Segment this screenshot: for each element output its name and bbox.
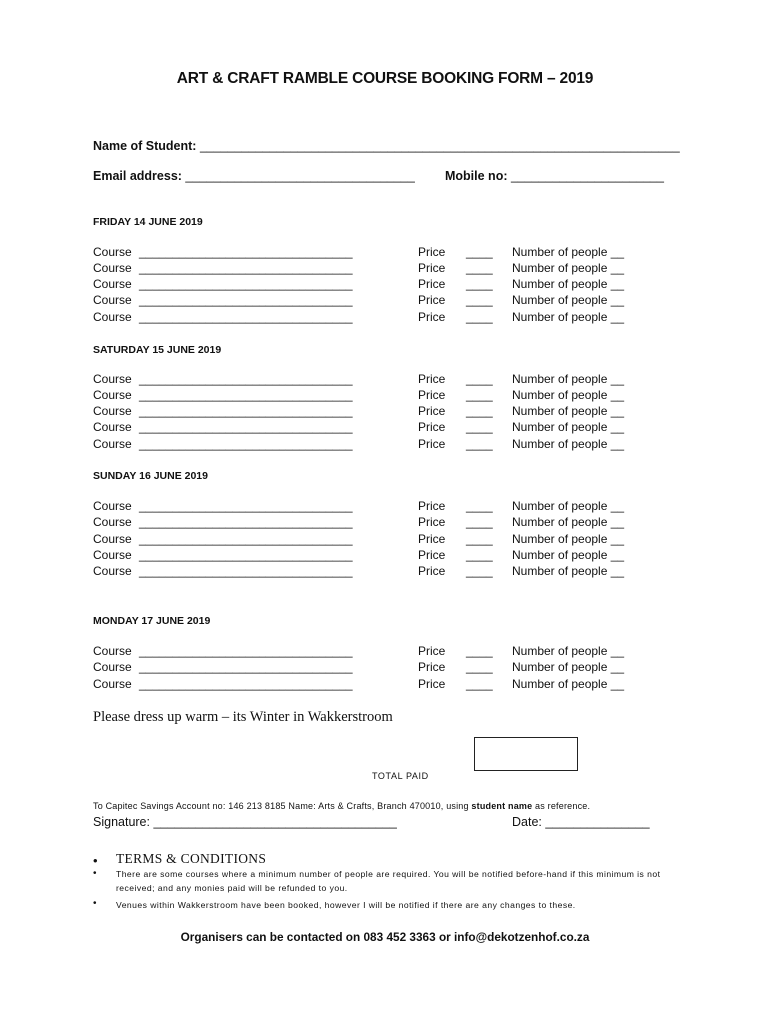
bullet-icon: •	[93, 853, 98, 868]
price-line[interactable]: ____	[466, 261, 493, 275]
people-label[interactable]: Number of people __	[512, 388, 625, 402]
bullet-icon: •	[93, 898, 97, 909]
student-name-label: Name of Student:	[93, 139, 197, 153]
price-line[interactable]: ____	[466, 437, 493, 451]
course-row[interactable]	[93, 420, 653, 436]
terms-heading: TERMS & CONDITIONS	[116, 851, 267, 866]
course-line[interactable]: ________________________________	[139, 532, 353, 546]
price-line[interactable]: ____	[466, 564, 493, 578]
price-line[interactable]: ____	[466, 277, 493, 291]
course-line[interactable]: ________________________________	[139, 437, 353, 451]
email-label: Email address:	[93, 169, 182, 183]
people-label[interactable]: Number of people __	[512, 677, 625, 691]
date-field[interactable]: Date: _______________	[512, 815, 650, 829]
course-label: Course	[93, 532, 132, 546]
course-line[interactable]: ________________________________	[139, 245, 353, 259]
people-label[interactable]: Number of people __	[512, 437, 625, 451]
price-label: Price	[418, 660, 446, 674]
bullet-icon: •	[93, 868, 97, 879]
friday-heading: FRIDAY 14 JUNE 2019	[93, 216, 203, 228]
people-label[interactable]: Number of people __	[512, 564, 625, 578]
signature-field[interactable]: Signature: ___________________________________	[93, 815, 397, 829]
course-row[interactable]	[93, 532, 653, 548]
course-line[interactable]: ________________________________	[139, 499, 353, 513]
price-line[interactable]: ____	[466, 310, 493, 324]
course-line[interactable]: ________________________________	[139, 261, 353, 275]
people-label[interactable]: Number of people __	[512, 310, 625, 324]
mobile-field[interactable]	[445, 169, 664, 183]
course-line[interactable]: ________________________________	[139, 677, 353, 691]
course-row[interactable]	[93, 515, 653, 531]
term-item-minimum-people: There are some courses where a minimum number of people are required. You will be notified before-hand if this minimum is not received; and any monies paid will be refunded to you.	[116, 869, 661, 893]
people-label[interactable]: Number of people __	[512, 277, 625, 291]
people-label[interactable]: Number of people __	[512, 548, 625, 562]
mobile-line[interactable]: ______________________	[510, 169, 664, 183]
price-label: Price	[418, 420, 446, 434]
email-line[interactable]: _________________________________	[185, 169, 415, 183]
price-line[interactable]: ____	[466, 515, 493, 529]
course-line[interactable]: ________________________________	[139, 277, 353, 291]
price-label: Price	[418, 548, 446, 562]
price-line[interactable]: ____	[466, 499, 493, 513]
course-row[interactable]	[93, 261, 653, 277]
price-label: Price	[418, 515, 446, 529]
course-label: Course	[93, 644, 132, 658]
price-label: Price	[418, 437, 446, 451]
course-label: Course	[93, 372, 132, 386]
course-label: Course	[93, 660, 132, 674]
course-row[interactable]	[93, 277, 653, 293]
course-line[interactable]: ________________________________	[139, 372, 353, 386]
course-line[interactable]: ________________________________	[139, 644, 353, 658]
price-label: Price	[418, 388, 446, 402]
people-label[interactable]: Number of people __	[512, 515, 625, 529]
bank-details	[93, 801, 590, 811]
price-line[interactable]: ____	[466, 644, 493, 658]
saturday-heading: SATURDAY 15 JUNE 2019	[93, 344, 222, 356]
price-label: Price	[418, 277, 446, 291]
monday-heading: MONDAY 17 JUNE 2019	[93, 615, 211, 627]
course-row[interactable]	[93, 548, 653, 564]
people-label[interactable]: Number of people __	[512, 404, 625, 418]
mobile-label: Mobile no:	[445, 169, 508, 183]
price-label: Price	[418, 404, 446, 418]
course-line[interactable]: ________________________________	[139, 548, 353, 562]
course-row[interactable]	[93, 404, 653, 420]
price-line[interactable]: ____	[466, 548, 493, 562]
price-line[interactable]: ____	[466, 420, 493, 434]
price-label: Price	[418, 293, 446, 307]
price-line[interactable]: ____	[466, 677, 493, 691]
course-label: Course	[93, 245, 132, 259]
course-label: Course	[93, 515, 132, 529]
course-label: Course	[93, 277, 132, 291]
form-title: ART & CRAFT RAMBLE COURSE BOOKING FORM – 2019	[176, 70, 594, 87]
course-row[interactable]	[93, 245, 653, 261]
course-line[interactable]: ________________________________	[139, 515, 353, 529]
price-label: Price	[418, 532, 446, 546]
course-row[interactable]	[93, 660, 653, 676]
bank-reference-bold: student name	[471, 801, 533, 811]
dress-warm-note: Please dress up warm – its Winter in Wakkerstroom	[93, 709, 393, 725]
course-label: Course	[93, 293, 132, 307]
course-line[interactable]: ________________________________	[139, 310, 353, 324]
course-label: Course	[93, 564, 132, 578]
people-label[interactable]: Number of people __	[512, 261, 625, 275]
price-line[interactable]: ____	[466, 372, 493, 386]
student-name-line[interactable]: _____________________________________________________________________	[199, 139, 680, 153]
course-row[interactable]	[93, 564, 653, 580]
course-row[interactable]	[93, 310, 653, 326]
price-line[interactable]: ____	[466, 245, 493, 259]
course-line[interactable]: ________________________________	[139, 404, 353, 418]
course-line[interactable]: ________________________________	[139, 420, 353, 434]
price-line[interactable]: ____	[466, 388, 493, 402]
bank-details-suffix: as reference.	[532, 801, 591, 811]
price-label: Price	[418, 677, 446, 691]
price-label: Price	[418, 372, 446, 386]
course-row[interactable]	[93, 499, 653, 515]
student-name-field[interactable]	[93, 139, 680, 153]
price-line[interactable]: ____	[466, 532, 493, 546]
course-label: Course	[93, 437, 132, 451]
course-label: Course	[93, 310, 132, 324]
course-label: Course	[93, 388, 132, 402]
course-row[interactable]	[93, 437, 653, 453]
course-row[interactable]	[93, 293, 653, 309]
course-label: Course	[93, 499, 132, 513]
price-line[interactable]: ____	[466, 404, 493, 418]
price-line[interactable]: ____	[466, 660, 493, 674]
course-line[interactable]: ________________________________	[139, 564, 353, 578]
people-label[interactable]: Number of people __	[512, 245, 625, 259]
price-label: Price	[418, 644, 446, 658]
course-label: Course	[93, 261, 132, 275]
course-line[interactable]: ________________________________	[139, 660, 353, 674]
people-label[interactable]: Number of people __	[512, 372, 625, 386]
course-row[interactable]	[93, 372, 653, 388]
price-label: Price	[418, 564, 446, 578]
price-label: Price	[418, 245, 446, 259]
sunday-heading: SUNDAY 16 JUNE 2019	[93, 470, 208, 482]
course-label: Course	[93, 420, 132, 434]
price-label: Price	[418, 310, 446, 324]
people-label[interactable]: Number of people __	[512, 660, 625, 674]
term-item-venues: Venues within Wakkerstroom have been booked, however I will be notified if there are any changes to these.	[116, 900, 576, 910]
course-row[interactable]	[93, 388, 653, 404]
course-label: Course	[93, 548, 132, 562]
people-label[interactable]: Number of people __	[512, 532, 625, 546]
bank-details-prefix: To Capitec Savings Account no: 146 213 8185 Name: Arts & Crafts, Branch 470010, using	[93, 801, 472, 811]
course-line[interactable]: ________________________________	[139, 293, 353, 307]
course-label: Course	[93, 677, 132, 691]
total-paid-box[interactable]	[474, 737, 578, 771]
course-row[interactable]	[93, 644, 653, 660]
course-label: Course	[93, 404, 132, 418]
email-field[interactable]	[93, 169, 415, 183]
price-label: Price	[418, 499, 446, 513]
people-label[interactable]: Number of people __	[512, 293, 625, 307]
people-label[interactable]: Number of people __	[512, 644, 625, 658]
price-line[interactable]: ____	[466, 293, 493, 307]
course-row[interactable]	[93, 677, 653, 693]
total-paid-label: TOTAL PAID	[372, 771, 429, 781]
organisers-contact: Organisers can be contacted on 083 452 3363 or info@dekotzenhof.co.za	[180, 930, 590, 944]
course-line[interactable]: ________________________________	[139, 388, 353, 402]
people-label[interactable]: Number of people __	[512, 420, 625, 434]
price-label: Price	[418, 261, 446, 275]
people-label[interactable]: Number of people __	[512, 499, 625, 513]
